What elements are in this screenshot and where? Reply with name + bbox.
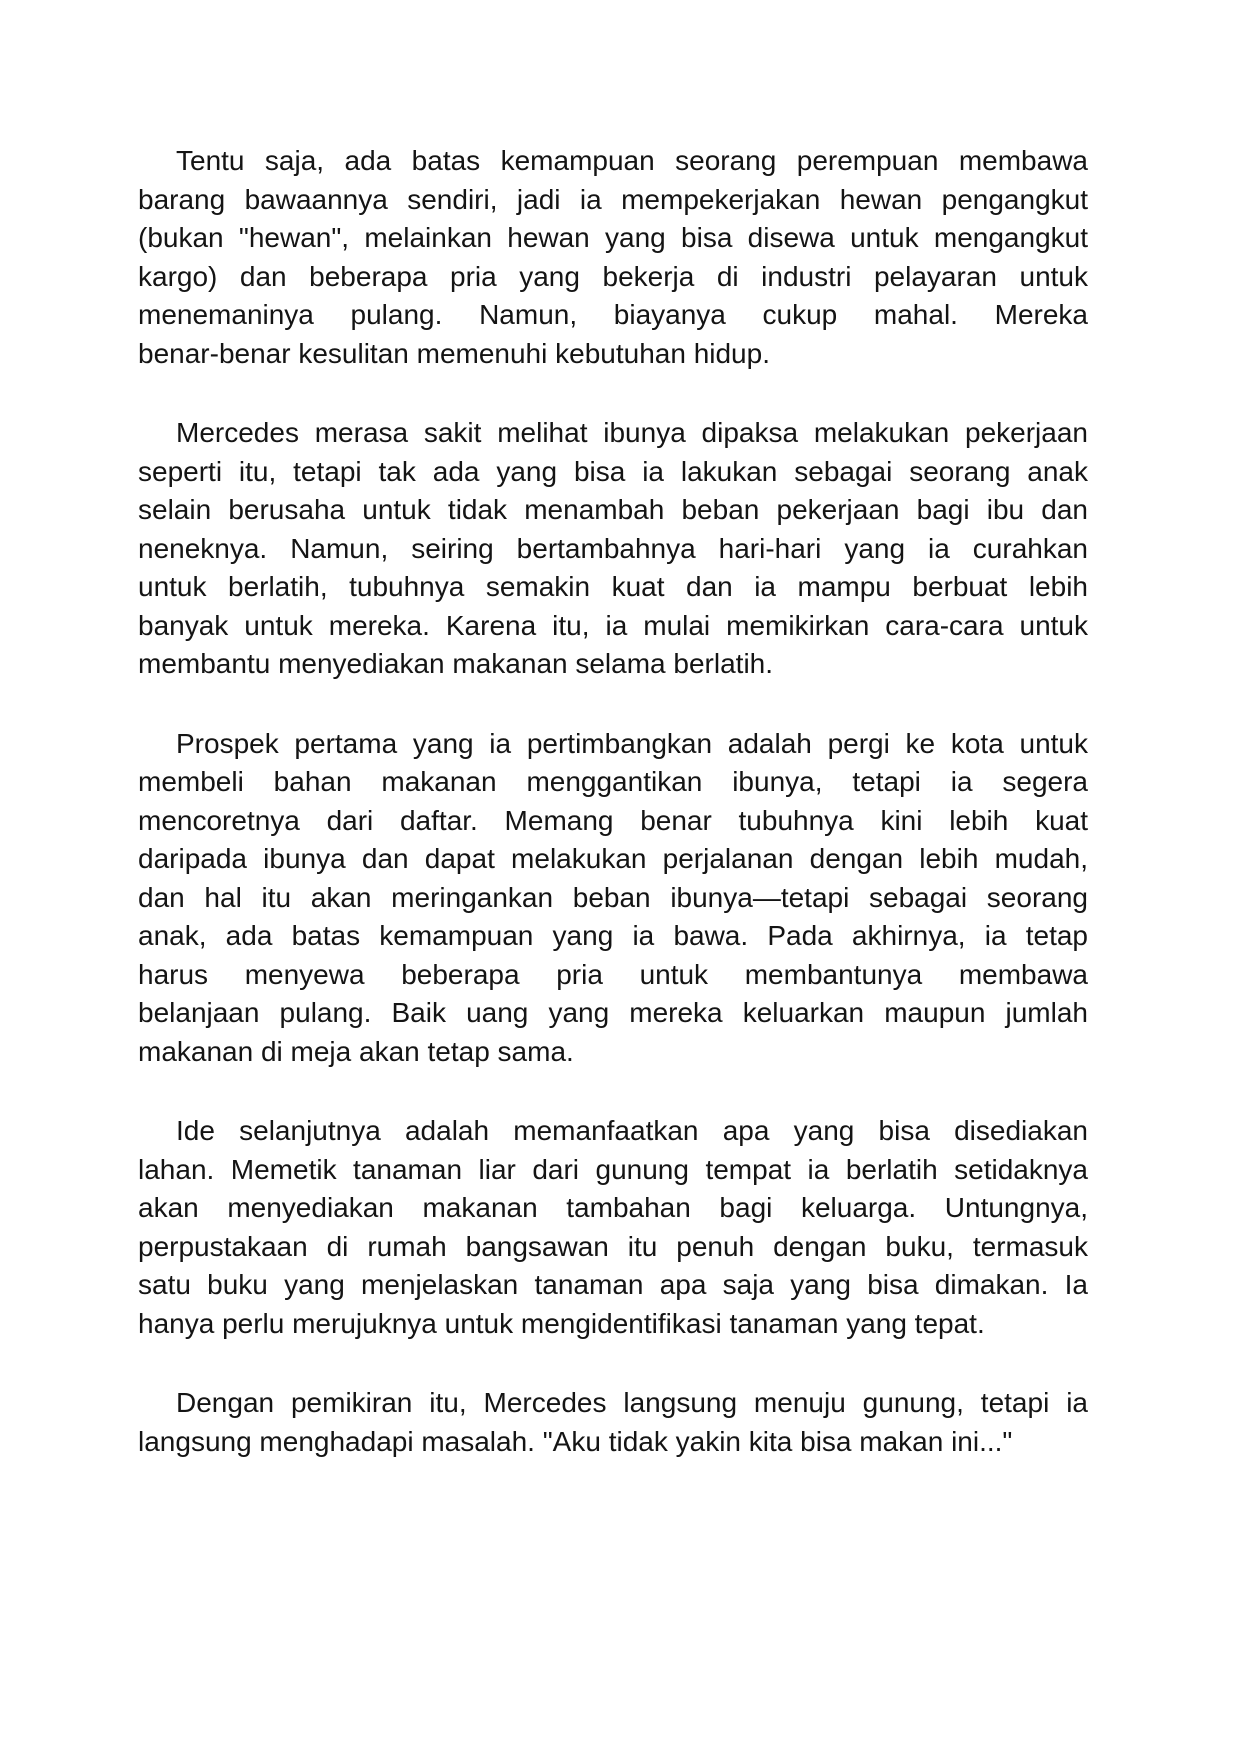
text-line: Tentu saja, ada batas kemampuan seorang perempuan membawa: [176, 145, 1088, 176]
text-line: kargo) dan beberapa pria yang bekerja di industri pelayaran untuk: [138, 260, 1088, 292]
text-line: seperti itu, tetapi tak ada yang bisa ia lakukan sebagai seorang anak: [138, 455, 1088, 487]
text-line: benar-benar kesulitan memenuhi kebutuhan hidup.: [138, 337, 770, 369]
text-line: neneknya. Namun, seiring bertambahnya hari-hari yang ia curahkan: [138, 532, 1088, 564]
text-line: membeli bahan makanan menggantikan ibunya, tetapi ia segera: [138, 766, 1088, 797]
text-line: barang bawaannya sendiri, jadi ia mempekerjakan hewan pengangkut: [138, 183, 1088, 215]
paragraph: [138, 414, 1088, 684]
page-text: [138, 142, 1088, 1461]
text-line: perpustakaan di rumah bangsawan itu penuh dengan buku, termasuk: [138, 1230, 1088, 1262]
paragraph: [138, 1384, 1088, 1461]
text-line: dan hal itu akan meringankan beban ibunya—tetapi sebagai seorang: [138, 881, 1088, 913]
text-line: hanya perlu merujuknya untuk mengidentifikasi tanaman yang tepat.: [138, 1307, 985, 1339]
text-line: menemaninya pulang. Namun, biayanya cukup mahal. Mereka: [138, 299, 1088, 330]
text-line: (bukan "hewan", melainkan hewan yang bisa disewa untuk mengangkut: [138, 222, 1088, 253]
text-line: daripada ibunya dan dapat melakukan perjalanan dengan lebih mudah,: [138, 843, 1088, 874]
text-line: Mercedes merasa sakit melihat ibunya dipaksa melakukan pekerjaan: [176, 417, 1088, 448]
text-line: makanan di meja akan tetap sama.: [138, 1035, 574, 1067]
text-line: akan menyediakan makanan tambahan bagi keluarga. Untungnya,: [138, 1192, 1088, 1223]
text-line: Ide selanjutnya adalah memanfaatkan apa yang bisa disediakan: [176, 1115, 1088, 1146]
paragraph: [138, 142, 1088, 373]
text-line: satu buku yang menjelaskan tanaman apa saja yang bisa dimakan. Ia: [138, 1269, 1088, 1300]
text-line: untuk berlatih, tubuhnya semakin kuat dan ia mampu berbuat lebih: [138, 571, 1088, 602]
text-line: selain berusaha untuk tidak menambah beban pekerjaan bagi ibu dan: [138, 494, 1088, 525]
text-line: banyak untuk mereka. Karena itu, ia mulai memikirkan cara-cara untuk: [138, 609, 1088, 641]
text-line: Dengan pemikiran itu, Mercedes langsung menuju gunung, tetapi ia: [176, 1387, 1088, 1418]
text-line: mencoretnya dari daftar. Memang benar tubuhnya kini lebih kuat: [138, 804, 1088, 836]
text-line: Prospek pertama yang ia pertimbangkan adalah pergi ke kota untuk: [176, 727, 1088, 759]
paragraph: [138, 725, 1088, 1072]
text-line: belanjaan pulang. Baik uang yang mereka keluarkan maupun jumlah: [138, 997, 1088, 1028]
text-line: membantu menyediakan makanan selama berlatih.: [138, 648, 774, 679]
text-line: langsung menghadapi masalah. "Aku tidak yakin kita bisa makan ini...": [138, 1425, 1013, 1457]
text-line: anak, ada batas kemampuan yang ia bawa. Pada akhirnya, ia tetap: [138, 920, 1088, 951]
paragraph: [138, 1112, 1088, 1343]
text-line: lahan. Memetik tanaman liar dari gunung tempat ia berlatih setidaknya: [138, 1153, 1088, 1185]
text-line: harus menyewa beberapa pria untuk membantunya membawa: [138, 958, 1088, 990]
